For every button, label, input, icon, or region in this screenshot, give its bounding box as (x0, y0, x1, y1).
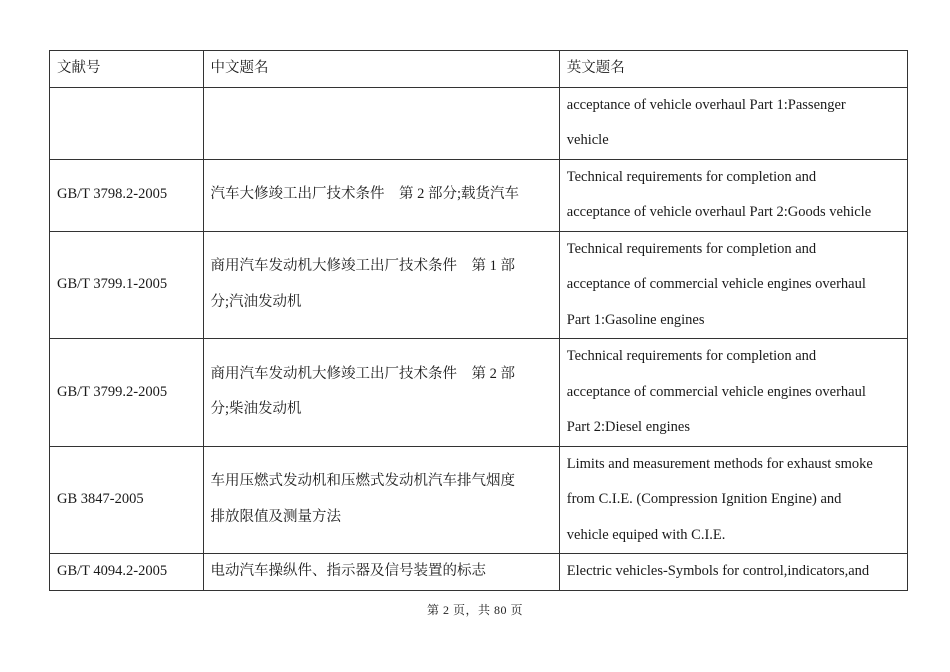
cn-title-cell (203, 339, 559, 447)
table-row (50, 339, 908, 447)
cn-title-line: 分;柴油发动机 (210, 401, 302, 418)
header-cn-title: 中文题名 (203, 51, 559, 88)
en-title-cell (559, 554, 907, 591)
doc-no-cell: GB/T 4094.2-2005 (50, 554, 204, 591)
cn-title-cell (203, 231, 559, 339)
en-title-line: acceptance of commercial vehicle engines overhaul (566, 276, 866, 292)
en-title-line: Part 2:Diesel engines (566, 419, 690, 435)
doc-no-cell (50, 87, 204, 159)
cn-title-cell: 电动汽车操纵件、指示器及信号装置的标志 (203, 554, 559, 591)
doc-no-cell: GB/T 3799.2-2005 (50, 339, 204, 447)
en-title-cell (559, 87, 907, 159)
en-title-line: Limits and measurement methods for exhaust smoke (566, 455, 873, 472)
table-row (50, 87, 908, 159)
en-title-line: Part 1:Gasoline engines (566, 311, 705, 328)
en-title-line: acceptance of vehicle overhaul Part 1:Passenger (566, 96, 846, 113)
en-title-line: acceptance of vehicle overhaul Part 2:Goods vehicle (566, 204, 872, 220)
cn-title-line: 排放限值及测量方法 (210, 508, 342, 525)
doc-no-cell: GB/T 3798.2-2005 (50, 159, 204, 231)
en-title-line: vehicle (566, 132, 609, 148)
table-row (50, 554, 908, 591)
doc-no-cell: GB/T 3799.1-2005 (50, 231, 204, 339)
en-title-cell (559, 231, 907, 339)
table-row (50, 446, 908, 554)
en-title-line: Technical requirements for completion and (566, 240, 817, 257)
doc-no-cell: GB 3847-2005 (50, 446, 204, 554)
cn-title-cell (203, 87, 559, 159)
header-doc-no: 文献号 (50, 51, 204, 88)
en-title-line: Electric vehicles-Symbols for control,indicators,and (566, 563, 870, 579)
en-title-line: vehicle equiped with C.I.E. (566, 526, 726, 543)
en-title-cell (559, 159, 907, 231)
table-row (50, 231, 908, 339)
header-en-title: 英文题名 (559, 51, 907, 88)
en-title-line: Technical requirements for completion and (566, 168, 817, 185)
table-row (50, 159, 908, 231)
cn-title-cell: 汽车大修竣工出厂技术条件 第 2 部分;载货汽车 (203, 159, 559, 231)
cn-title-line: 分;汽油发动机 (210, 293, 302, 310)
standards-table (49, 50, 908, 591)
en-title-cell (559, 339, 907, 447)
table-header-row (50, 51, 908, 88)
en-title-line: Technical requirements for completion and (566, 348, 817, 364)
cn-title-line: 商用汽车发动机大修竣工出厂技术条件 第 2 部 (210, 365, 516, 382)
cn-title-cell (203, 446, 559, 554)
en-title-line: acceptance of commercial vehicle engines overhaul (566, 383, 866, 400)
cn-title-line: 车用压燃式发动机和压燃式发动机汽车排气烟度 (210, 473, 516, 490)
en-title-line: from C.I.E. (Compression Ignition Engine) and (566, 491, 842, 507)
page-footer: 第 2 页，共 80 页 (426, 603, 523, 617)
cn-title-line: 商用汽车发动机大修竣工出厂技术条件 第 1 部 (210, 258, 516, 275)
en-title-cell (559, 446, 907, 554)
